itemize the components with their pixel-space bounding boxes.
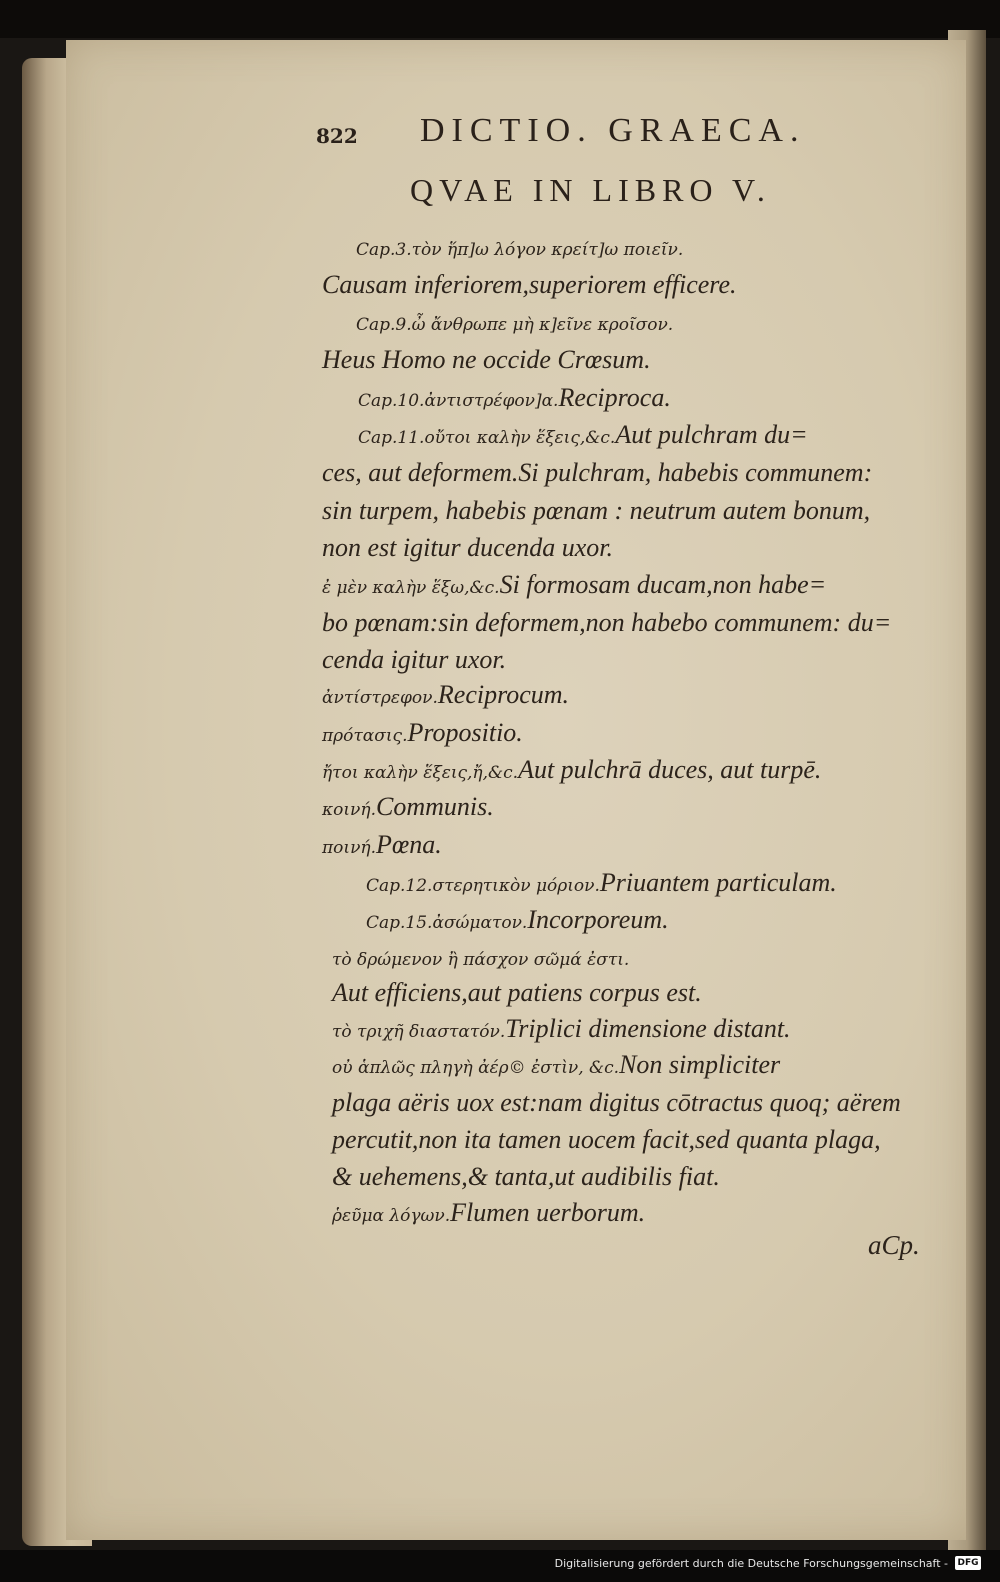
- text-line: [322, 645, 506, 675]
- text-line: [322, 458, 872, 488]
- text-line: [358, 420, 808, 450]
- running-header: [316, 112, 856, 158]
- text-line: [366, 868, 837, 898]
- latin-gloss: Reciprocum.: [437, 680, 570, 709]
- greek-phrase: Cap.12.στερητικὸν μόριον.: [366, 876, 600, 896]
- text-line: [356, 232, 683, 262]
- greek-phrase: τὸ τριχῆ διαστατόν.: [332, 1022, 506, 1042]
- text-line: [322, 570, 826, 600]
- running-title: DICTIO. GRAECA.: [420, 112, 806, 149]
- text-line: [366, 905, 669, 935]
- latin-gloss: cenda igitur uxor.: [322, 645, 507, 674]
- latin-gloss: Heus Homo ne occide Crœsum.: [322, 345, 651, 374]
- greek-phrase: Cap.9.ὦ ἄνθρωπε μὴ κ]εῖνε κροῖσον.: [356, 315, 674, 335]
- latin-gloss: Communis.: [375, 792, 494, 821]
- text-line: [358, 383, 671, 413]
- greek-phrase: Cap.15.ἀσώματον.: [366, 913, 528, 933]
- greek-phrase: πρότασις.: [322, 726, 408, 746]
- text-line: [332, 942, 629, 972]
- book-page: [66, 40, 966, 1540]
- greek-phrase: ἐ μὲν καλὴν ἕξω,&c.: [322, 578, 500, 598]
- latin-gloss: Aut efficiens,aut patiens corpus est.: [332, 978, 702, 1007]
- text-line: [332, 1088, 901, 1118]
- greek-phrase: ῥεῦμα λόγων.: [332, 1206, 451, 1226]
- section-heading: QVAE IN LIBRO V.: [410, 172, 771, 208]
- latin-gloss: Reciproca.: [558, 383, 671, 412]
- text-line: [322, 830, 442, 860]
- text-line: [332, 1198, 645, 1228]
- latin-gloss: & uehemens,& tanta,ut audibilis fiat.: [332, 1162, 720, 1191]
- latin-gloss: plaga aëris uox est:nam digitus cōtractus quoq; aërem: [332, 1088, 901, 1117]
- greek-phrase: ἤτοι καλὴν ἕξεις,ἤ,&c.: [322, 763, 519, 783]
- text-line: [322, 270, 737, 300]
- greek-phrase: Cap.10.ἀντιστρέφον]α.: [358, 391, 559, 411]
- greek-phrase: οὐ ἁπλῶς πληγὴ ἀέρ© ἐστὶν, &c.: [332, 1058, 620, 1078]
- latin-gloss: Propositio.: [407, 718, 523, 747]
- latin-gloss: Incorporeum.: [527, 905, 669, 934]
- page-number: 822: [316, 124, 358, 148]
- latin-gloss: non est igitur ducenda uxor.: [322, 533, 614, 562]
- latin-gloss: Triplici dimensione distant.: [505, 1014, 791, 1043]
- text-line: [322, 755, 821, 785]
- latin-gloss: Non simpliciter: [619, 1050, 781, 1079]
- latin-gloss: ces, aut deformem.Si pulchram, habebis communem:: [322, 458, 873, 487]
- text-line: [332, 1162, 720, 1192]
- text-line: [356, 307, 673, 337]
- text-line: [322, 345, 651, 375]
- text-line: [332, 1125, 881, 1155]
- latin-gloss: percutit,non ita tamen uocem facit,sed quanta plaga,: [332, 1125, 881, 1154]
- greek-phrase: τὸ δρώμενον ἢ πάσχον σῶμά ἐστι.: [332, 950, 630, 970]
- dfg-logo: DFG: [955, 1556, 981, 1570]
- greek-phrase: κοινή.: [322, 800, 376, 820]
- text-line: [322, 533, 613, 563]
- text-line: [322, 792, 494, 822]
- latin-gloss: Causam inferiorem,superiorem efficere.: [322, 270, 737, 299]
- latin-gloss: Flumen uerborum.: [450, 1198, 646, 1227]
- text-line: [332, 978, 702, 1008]
- catchword: aCp.: [868, 1230, 920, 1260]
- text-line: [322, 496, 870, 526]
- latin-gloss: Aut pulchrā duces, aut turpē.: [518, 755, 822, 784]
- text-line: [322, 608, 891, 638]
- text-line: [332, 1050, 780, 1080]
- latin-gloss: Pœna.: [376, 830, 442, 859]
- text-line: [322, 680, 569, 710]
- greek-phrase: Cap.11.οὔτοι καλὴν ἕξεις,&c.: [358, 428, 616, 448]
- latin-gloss: sin turpem, habebis pœnam : neutrum autem bonum,: [322, 496, 871, 525]
- text-line: [332, 1014, 791, 1044]
- latin-gloss: Aut pulchram du=: [615, 420, 808, 449]
- latin-gloss: Si formosam ducam,non habe=: [499, 570, 827, 599]
- greek-phrase: Cap.3.τὸν ἥπ]ω λόγον κρείτ]ω ποιεῖν.: [356, 240, 684, 260]
- greek-phrase: ποινή.: [322, 838, 376, 858]
- latin-gloss: Priuantem particulam.: [599, 868, 837, 897]
- scan-border: [0, 0, 1000, 38]
- digitization-credit: Digitalisierung gefördert durch die Deutsche Forschungsgemeinschaft -: [554, 1557, 948, 1570]
- greek-phrase: ἀντίστρεφον.: [322, 688, 438, 708]
- text-line: [322, 718, 523, 748]
- latin-gloss: bo pœnam:sin deformem,non habebo communem: du=: [322, 608, 892, 637]
